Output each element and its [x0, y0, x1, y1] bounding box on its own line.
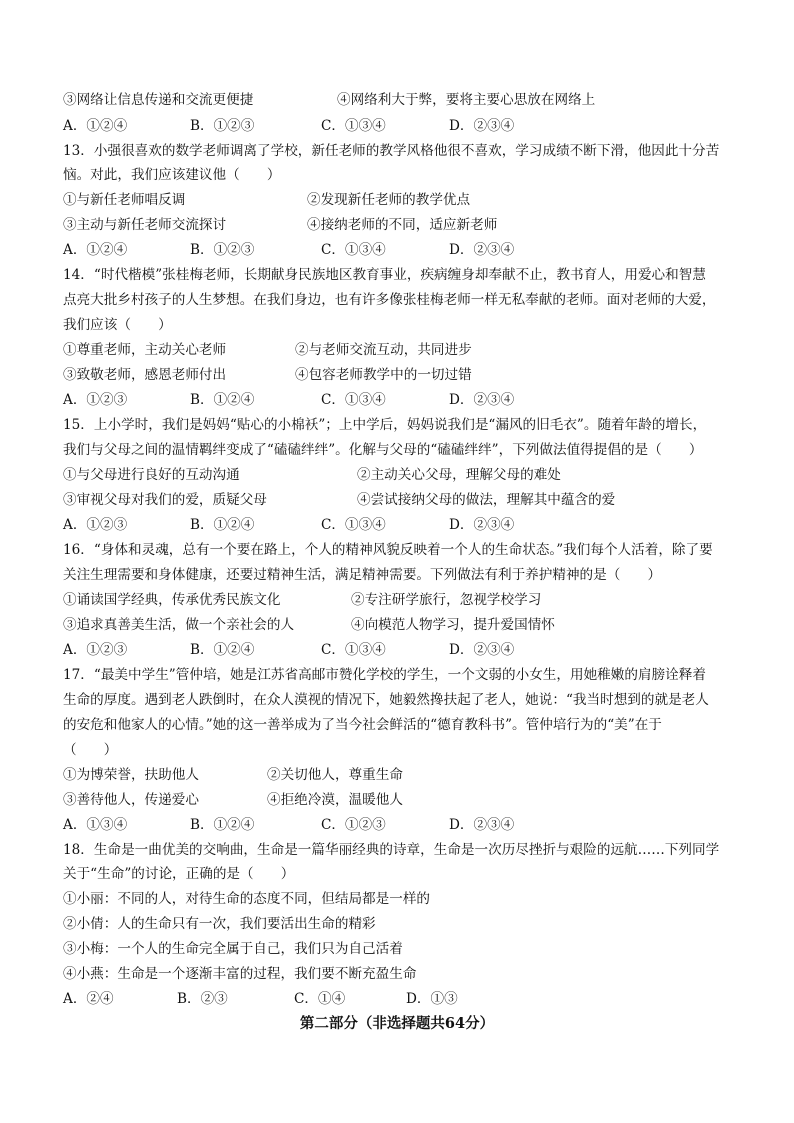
q13-stem-line-2: 恼。对此，我们应该建议他（ ）	[63, 167, 281, 183]
q18-choice-a: A．②④	[63, 991, 114, 1007]
q18-option-3: ③小梅：一个人的生命完全属于自己，我们只为自己活着	[63, 941, 403, 957]
q14-choice-d: D．②③④	[449, 392, 515, 408]
q18-stem-line-1: 18．生命是一曲优美的交响曲，生命是一篇华丽经典的诗章，生命是一次历尽挫折与艰险的远航……下列同学	[63, 842, 720, 858]
q16-choice-c: C．①③④	[321, 642, 386, 658]
q18-option-1: ①小丽：不同的人，对待生命的态度不同，但结局都是一样的	[63, 891, 431, 907]
q13-stem-line-1: 13．小强很喜欢的数学老师调离了学校，新任老师的教学风格他很不喜欢，学习成绩不断下滑，他因此十分苦	[63, 143, 720, 159]
q17-choice-b: B．①②④	[190, 817, 255, 833]
q18-stem-line-2: 关于“生命”的讨论，正确的是（ ）	[63, 866, 295, 882]
q17-option-2: ②关切他人，尊重生命	[267, 767, 403, 783]
q17-option-4: ④拒绝冷漠，温暖他人	[267, 792, 403, 808]
q16-option-3: ③追求真善美生活，做一个亲社会的人	[63, 617, 295, 633]
q15-choice-c: C．①③④	[321, 517, 386, 533]
q13-choice-b: B．①②③	[190, 242, 255, 258]
q17-choice-a: A．①③④	[63, 817, 128, 833]
q15-choice-a: A．①②③	[63, 517, 128, 533]
q14-option-3: ③致敬老师，感恩老师付出	[63, 367, 227, 383]
q14-option-4: ④包容老师教学中的一切过错	[295, 367, 472, 383]
q17-stem-line-3: 的安危和他家人的心情。”她的这一善举成为了当今社会鲜活的“德育教科书”。管仲培行为的“美”在于	[63, 717, 662, 733]
q17-option-3: ③善待他人，传递爱心	[63, 792, 199, 808]
q17-stem-line-2: 生命的厚度。遇到老人跌倒时，在众人漠视的情况下，她毅然搀扶起了老人，她说：“我当时想到的就是老人	[63, 692, 709, 708]
q13-option-4: ④接纳老师的不同，适应新老师	[307, 217, 498, 233]
q14-choice-a: A．①②③	[63, 392, 128, 408]
q13-choice-a: A．①②④	[63, 242, 128, 258]
q14-choice-c: C．①③④	[321, 392, 386, 408]
q13-option-1: ①与新任老师唱反调	[63, 192, 186, 208]
q17-choice-d: D．②③④	[449, 817, 515, 833]
q16-stem-line-1: 16．“身体和灵魂，总有一个要在路上，个人的精神风貌反映着一个人的生命状态。”我们每个人活着，除了要	[63, 542, 713, 558]
q16-choice-b: B．①②④	[190, 642, 255, 658]
q15-stem-line-1: 15．上小学时，我们是妈妈“贴心的小棉袄”；上中学后，妈妈说我们是“漏风的旧毛衣”。随着年龄的增长，	[63, 417, 707, 433]
q14-option-2: ②与老师交流互动，共同进步	[295, 342, 472, 358]
q12-option-4: ④网络利大于弊，要将主要心思放在网络上	[337, 92, 596, 108]
q15-option-1: ①与父母进行良好的互动沟通	[63, 467, 240, 483]
q14-choice-b: B．①②④	[190, 392, 255, 408]
q16-option-4: ④向模范人物学习，提升爱国情怀	[351, 617, 555, 633]
q12-choice-a: A．①②④	[63, 118, 128, 134]
q13-choice-c: C．①③④	[321, 242, 386, 258]
q14-option-1: ①尊重老师，主动关心老师	[63, 342, 227, 358]
q13-option-2: ②发现新任老师的教学优点	[307, 192, 471, 208]
q17-choice-c: C．①②③	[321, 817, 386, 833]
q16-choice-a: A．①②③	[63, 642, 128, 658]
q16-choice-d: D．②③④	[449, 642, 515, 658]
q14-stem-line-1: 14．“时代楷模”张桂梅老师，长期献身民族地区教育事业，疾病缠身却奉献不止，教书育人，用爱心和智慧	[63, 267, 706, 283]
q13-option-3: ③主动与新任老师交流探讨	[63, 217, 227, 233]
q18-choice-c: C．①④	[294, 991, 346, 1007]
q12-option-3: ③网络让信息传递和交流更便捷	[63, 92, 254, 108]
q16-stem-line-2: 关注生理需要和身体健康，还要过精神生活，满足精神需要。下列做法有利于养护精神的是（ ）	[63, 567, 662, 583]
q17-stem-line-4: （ ）	[63, 742, 118, 758]
q16-option-2: ②专注研学旅行，忽视学校学习	[351, 592, 542, 608]
q17-option-1: ①为博荣誉，扶助他人	[63, 767, 199, 783]
q18-option-2: ②小倩：人的生命只有一次，我们要活出生命的精彩	[63, 916, 376, 932]
q18-option-4: ④小燕：生命是一个逐渐丰富的过程，我们要不断充盈生命	[63, 966, 417, 982]
q15-option-3: ③审视父母对我们的爱，质疑父母	[63, 492, 267, 508]
part-two-heading: 第二部分（非选择题共64分）	[299, 1015, 495, 1032]
q12-choice-d: D．②③④	[449, 118, 515, 134]
q18-choice-d: D．①③	[406, 991, 458, 1007]
q12-choice-c: C．①③④	[321, 118, 386, 134]
q15-stem-line-2: 我们与父母之间的温情羁绊变成了“磕磕绊绊”。化解与父母的“磕磕绊绊”，下列做法值得提倡的是（ ）	[63, 442, 703, 458]
q15-choice-d: D．②③④	[449, 517, 515, 533]
q15-option-4: ④尝试接纳父母的做法，理解其中蕴含的爱	[357, 492, 616, 508]
q17-stem-line-1: 17．“最美中学生”管仲培，她是江苏省高邮市赞化学校的学生，一个文弱的小女生，用她稚嫩的肩膀诠释着	[63, 667, 706, 683]
q12-choice-b: B．①②③	[190, 118, 255, 134]
q16-option-1: ①诵读国学经典，传承优秀民族文化	[63, 592, 281, 608]
q14-stem-line-2: 点亮大批乡村孩子的人生梦想。在我们身边，也有许多像张桂梅老师一样无私奉献的老师。面对老师的大爱，	[63, 292, 716, 308]
q18-choice-b: B．②③	[177, 991, 228, 1007]
q15-choice-b: B．①②④	[190, 517, 255, 533]
q14-stem-line-3: 我们应该（ ）	[63, 317, 172, 333]
q13-choice-d: D．②③④	[449, 242, 515, 258]
q15-option-2: ②主动关心父母，理解父母的难处	[357, 467, 561, 483]
